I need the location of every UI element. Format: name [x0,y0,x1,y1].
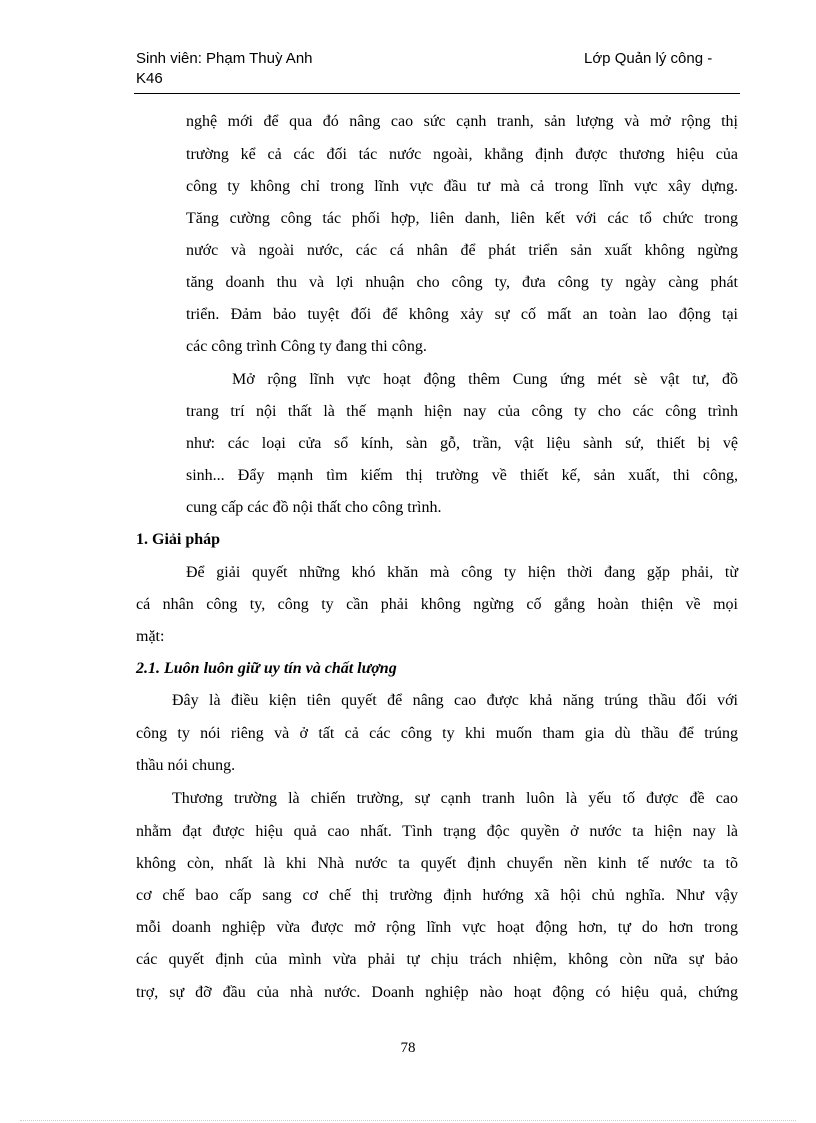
section-heading: 1. Giải pháp [136,531,221,548]
paragraph-line: cá nhân công ty, công ty cần phải không ngừng cố gắng hoàn thiện về mọi [136,596,738,613]
paragraph-line: không còn, nhất là khi Nhà nước ta quyết định chuyển nền kinh tế nước ta tõ [136,855,738,872]
paragraph-line: cung cấp các đồ nội thất cho công trình. [186,499,442,516]
paragraph-line: nhằm đạt được hiệu quả cao nhất. Tình trạng độc quyền ở nước ta hiện nay là [136,823,738,840]
paragraph-line: mặt: [136,628,165,645]
paragraph-line: trợ, sự đỡ đầu của nhà nước. Doanh nghiệp nào hoạt động có hiệu quả, chứng [136,984,738,1001]
paragraph-line: nghệ mới để qua đó nâng cao sức cạnh tranh, sản lượng và mở rộng thị [186,113,738,130]
paragraph-line: trang trí nội thất là thế mạnh hiện nay của công ty cho các công trình [186,403,738,420]
paragraph-line: tăng doanh thu và lợi nhuận cho công ty, đưa công ty ngày càng phát [186,274,738,291]
page-bottom-divider [20,1120,796,1121]
paragraph-line: như: các loại cửa sổ kính, sàn gỗ, trần, vật liệu sành sứ, thiết bị vệ [186,435,738,452]
paragraph-line: triển. Đảm bảo tuyệt đối để không xảy sự cố mất an toàn lao động tại [186,306,738,323]
paragraph-line: mỗi doanh nghiệp vừa được mở rộng lĩnh vực hoạt động hơn, tự do hơn trong [136,919,738,936]
paragraph-line: thầu nói chung. [136,757,236,774]
paragraph-line: Để giải quyết những khó khăn mà công ty hiện thời đang gặp phải, từ [186,564,738,581]
page-number: 78 [400,1040,416,1056]
paragraph-line: các quyết định của mình vừa phải tự chịu trách nhiệm, không còn nữa sự bảo [136,951,738,968]
paragraph-line: Thương trường là chiến trường, sự cạnh tranh luôn là yếu tố được đề cao [172,790,738,807]
header-student-name: Sinh viên: Phạm Thuỳ Anh [136,50,313,67]
paragraph-line: cơ chế bao cấp sang cơ chế thị trường định hướng xã hội chủ nghĩa. Như vậy [136,887,738,904]
paragraph-line: nước và ngoài nước, các cá nhân để phát triển sản xuất không ngừng [186,242,738,259]
paragraph-line: công ty nói riêng và ở tất cả các công ty khi muốn tham gia dù thầu để trúng [136,725,738,742]
paragraph-line: Mở rộng lĩnh vực hoạt động thêm Cung ứng mét sè vật tư, đồ [232,371,738,388]
paragraph-line: sinh... Đẩy mạnh tìm kiếm thị trường về thiết kế, sản xuất, thi công, [186,467,738,484]
header-student-cohort: K46 [136,70,163,87]
paragraph-line: công ty không chỉ trong lĩnh vực đầu tư mà cả trong lĩnh vực xây dựng. [186,178,738,195]
paragraph-line: trường kể cả các đối tác nước ngoài, khẳng định được thương hiệu của [186,146,738,163]
subsection-heading: 2.1. Luôn luôn giữ uy tín và chất lượng [136,660,397,677]
header-divider [134,93,740,94]
paragraph-line: Tăng cường công tác phối hợp, liên danh, liên kết với các tổ chức trong [186,210,738,227]
paragraph-line: các công trình Công ty đang thi công. [186,338,427,355]
header-class-name: Lớp Quản lý công - [584,50,713,67]
paragraph-line: Đây là điều kiện tiên quyết để nâng cao được khả năng trúng thầu đối với [172,692,738,709]
